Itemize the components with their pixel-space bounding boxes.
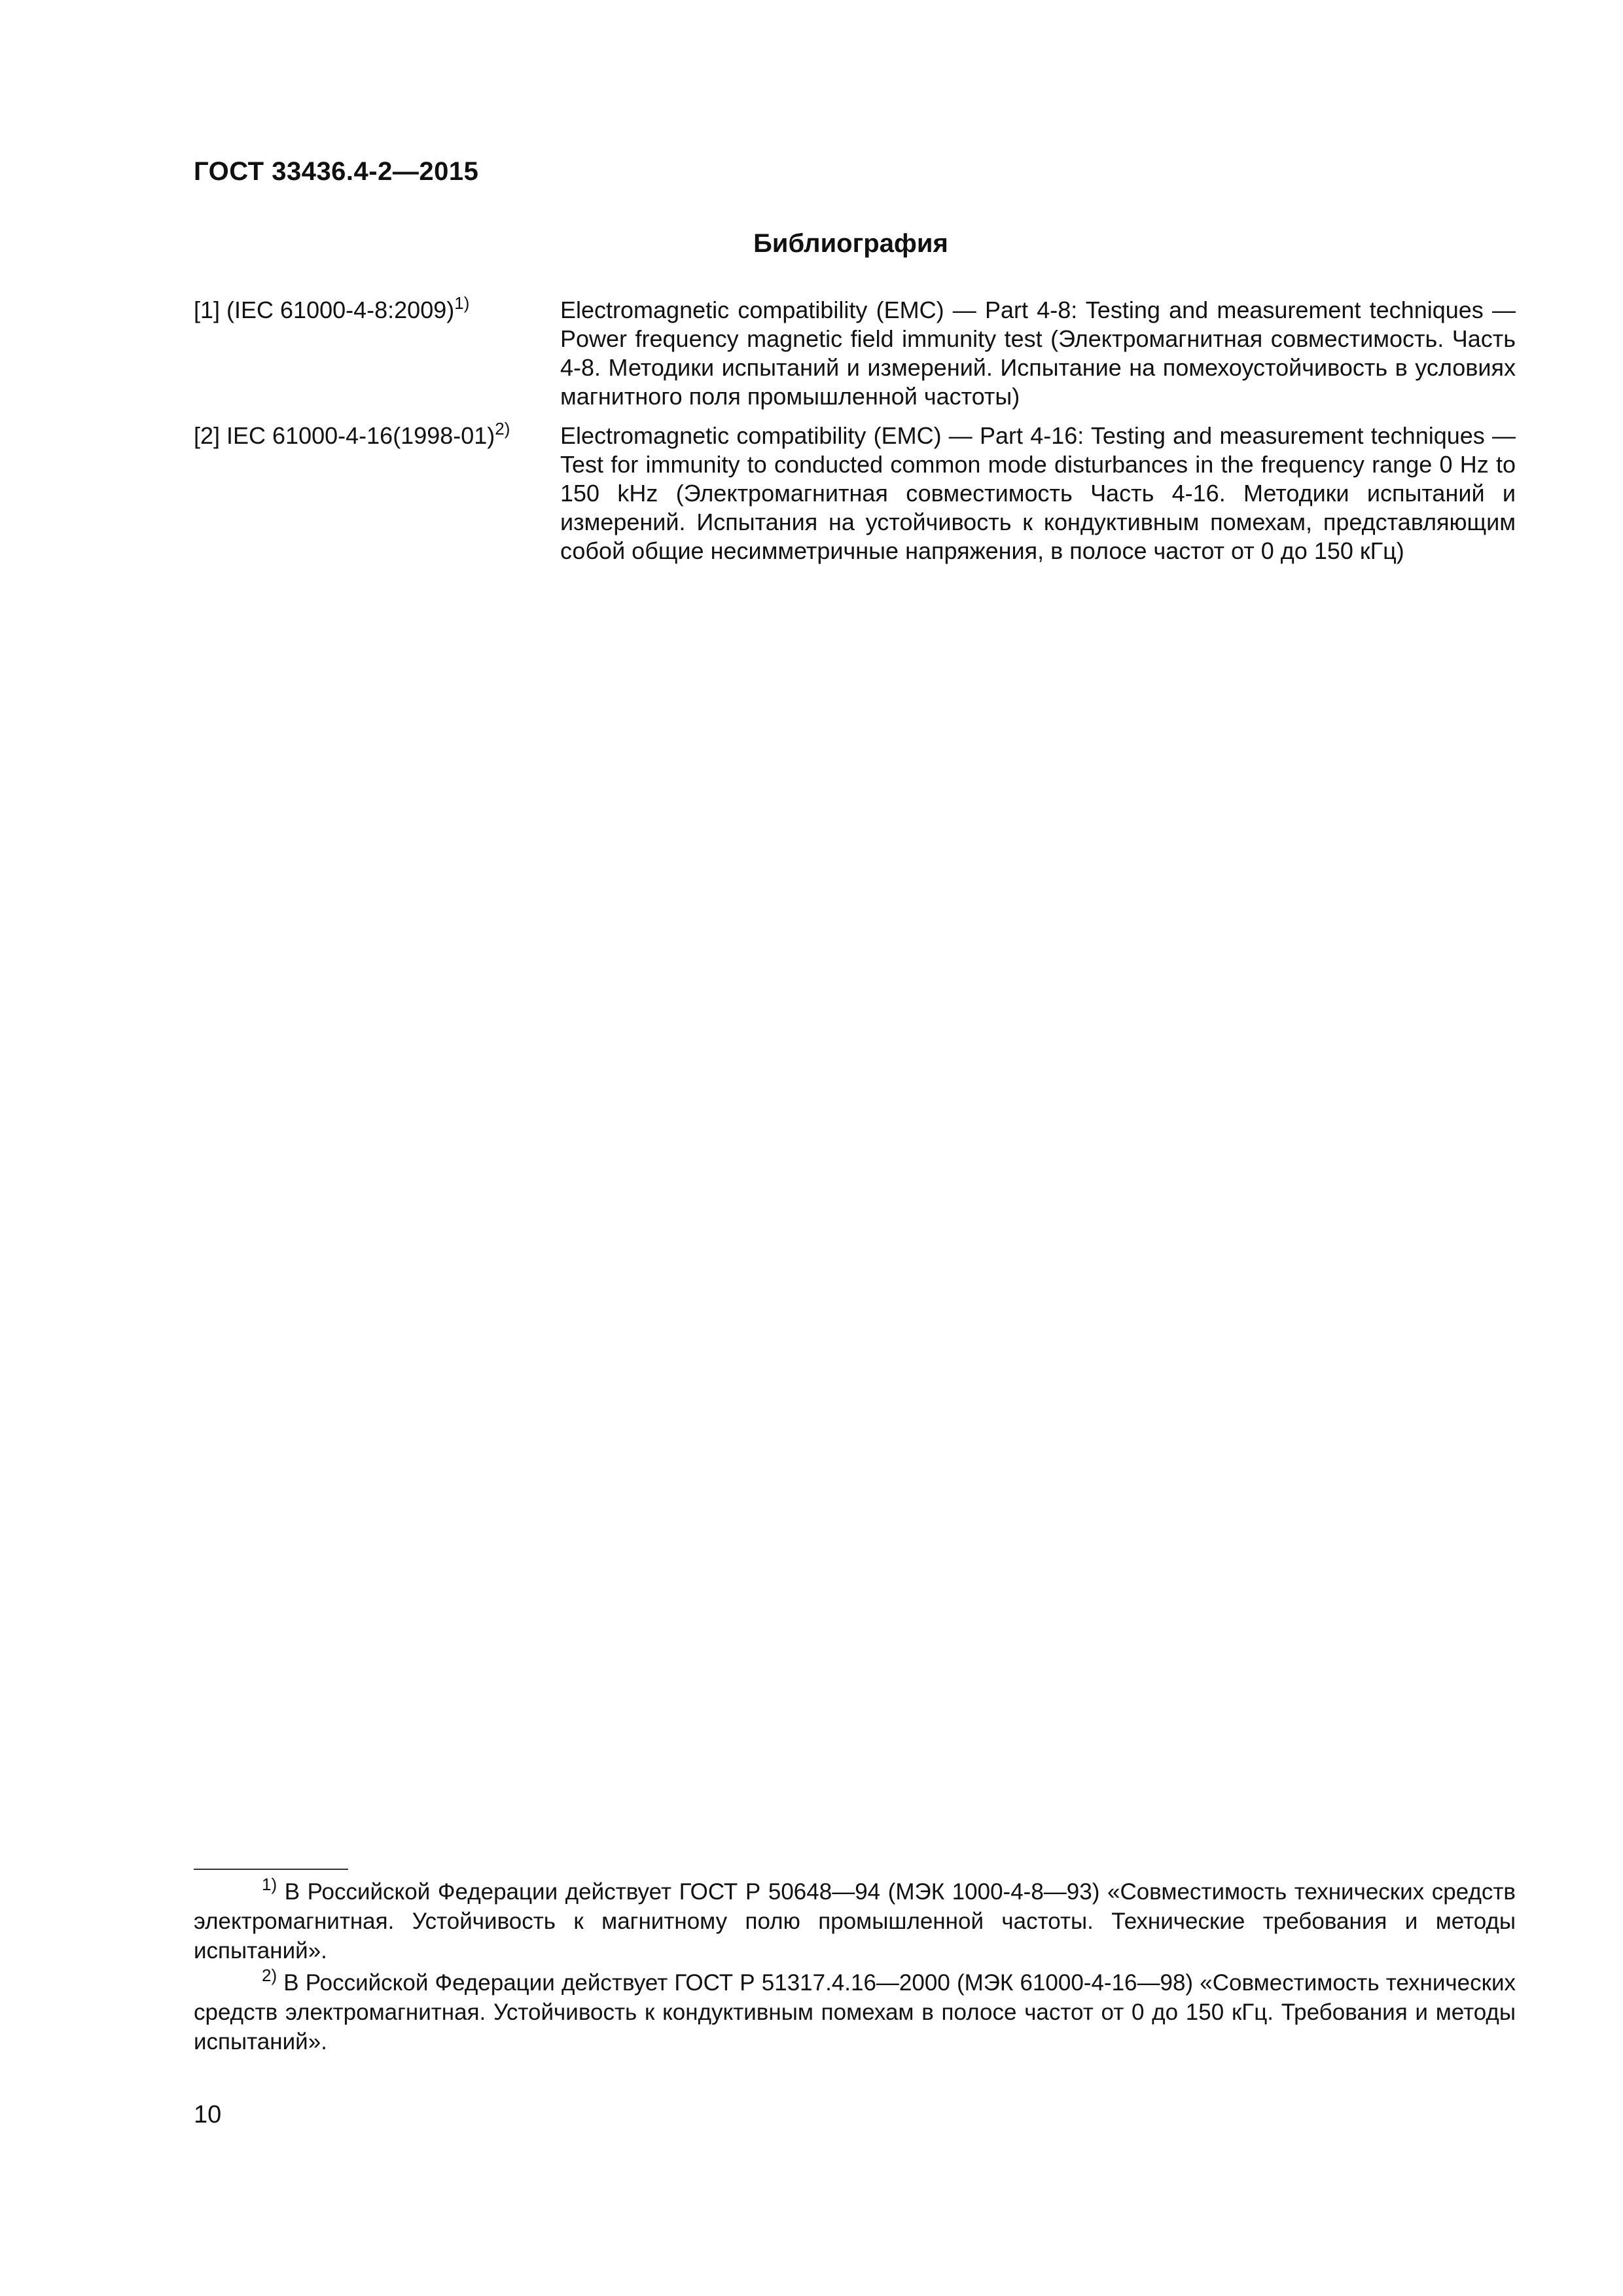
footnote-2 (194, 1965, 1516, 2056)
footnote-mark: 2) (262, 1965, 277, 1985)
reference-label: [1] (IEC 61000-4-8:2009) (194, 296, 455, 323)
bibliography-entry-2 (194, 419, 1516, 565)
footnote-text: В Российской Федерации действует ГОСТ Р 51317.4.16—2000 (МЭК 61000-4-16—98) «Совместимость технических средств электромагнитная. Устойчивость к кондуктивным помехам в полосе частот от 0 до 150 кГц. Требования и методы испытаний». (194, 1970, 1516, 2054)
footnote-mark: 1) (262, 1874, 277, 1894)
bibliography-description: Electromagnetic compatibility (EMC) — Part 4-16: Testing and measurement techniques —Test for immunity to conducted common mode disturbances in the frequency range 0 Hz to 150 kHz (Электромагнитная совместимость Часть 4-16. Методики испытаний и измерений. Испытания на устойчивость к кондуктивным помехам, представляющим собой общие несимметричные напряжения, в полосе частот от 0 до 150 кГц) (560, 422, 1516, 564)
bibliography-list (194, 293, 1516, 576)
footnote-separator (194, 1869, 348, 1870)
page-number: 10 (194, 2101, 222, 2128)
reference-label: [2] IEC 61000-4-16(1998-01) (194, 422, 495, 449)
footnote-mark: 2) (495, 419, 510, 439)
footnote-1 (194, 1874, 1516, 1965)
section-title: Библиография (753, 229, 948, 258)
bibliography-reference (194, 293, 560, 325)
footnotes (194, 1874, 1516, 2059)
footnote-mark: 1) (454, 293, 470, 313)
bibliography-reference (194, 419, 560, 450)
bibliography-description: Electromagnetic compatibility (EMC) — Part 4-8: Testing and measurement techniques — Power frequency magnetic field immunity test (Электромагнитная совместимость. Часть 4-8. Методики испытаний и измерений. Испытание на помехоустойчивость в условиях магнитного поля промышленной частоты) (560, 296, 1516, 410)
bibliography-entry-1 (194, 293, 1516, 411)
document-header: ГОСТ 33436.4-2—2015 (194, 157, 479, 186)
footnote-text: В Российской Федерации действует ГОСТ Р 50648—94 (МЭК 1000-4-8—93) «Совместимость технических средств электромагнитная. Устойчивость к магнитному полю промышленной частоты. Технические требования и методы испытаний». (194, 1879, 1516, 1964)
